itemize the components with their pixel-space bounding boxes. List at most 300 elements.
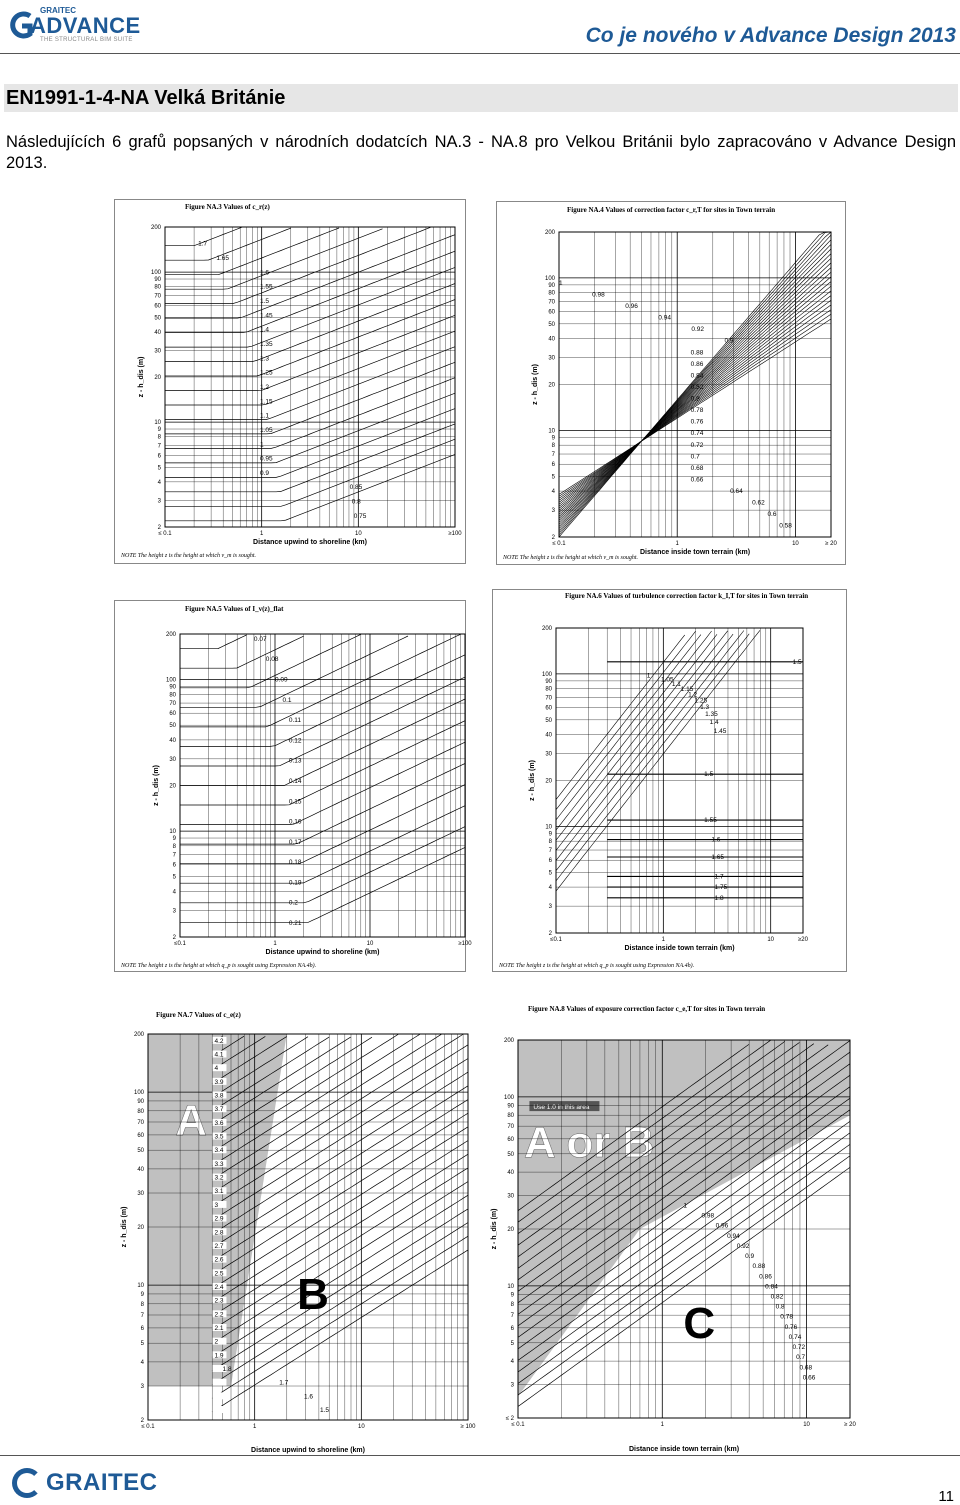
y-tick-label: 6 [157,453,161,460]
logo-tagline: THE STRUCTURAL BIM SUITE [40,37,133,43]
y-tick-label: 3 [172,908,176,915]
x-tick-label: ≤ 0.1 [141,1424,155,1430]
curve-label: 1 [259,441,264,449]
curve-line [556,631,728,851]
curve-label: 0.62 [752,499,765,507]
curve-label: 0.84 [690,372,704,380]
y-tick-label: 8 [548,839,552,846]
curve-label: 0.92 [736,1242,750,1250]
figure-note: NOTE The height z is the height at which v_m is sought. [503,555,638,561]
curve-label: 0.94 [727,1232,740,1240]
curve-label: 0.86 [690,360,704,368]
curve-label-bg [212,1392,226,1399]
curve-label: 1 [683,1202,687,1210]
y-tick-label: 5 [157,465,161,472]
curve-line [180,764,465,845]
x-tick-label: 10 [366,941,374,947]
footer-logo-text: GRAITEC [46,1469,158,1496]
curve-line [556,631,744,871]
y-tick-label: 6 [172,862,176,869]
x-tick-label: 1 [273,941,277,947]
y-tick-label: 4 [551,489,555,496]
y-tick-label: 50 [154,315,161,322]
curve-label: 0.78 [690,407,704,415]
curve-label: 1.3 [259,355,269,363]
y-tick-label: 50 [137,1148,144,1155]
curve-label: 0.96 [625,303,638,311]
y-tick-label: 40 [137,1166,144,1173]
curve-label: 0.07 [253,635,267,643]
curve-label: 2.9 [214,1215,224,1223]
curve-line [212,1250,468,1415]
curve-label: 0.21 [288,920,302,928]
y-axis-label: z - h_dis (m) [138,356,145,398]
curve-label: 0.16 [288,818,302,826]
curve-label: 0.64 [730,488,743,496]
curve-label: 1.65 [216,255,230,263]
y-tick-label: 3 [548,904,552,911]
y-tick-label: 4 [157,479,161,486]
y-tick-label: 200 [150,225,161,231]
y-tick-label: 20 [154,375,161,381]
y-tick-label: ≤ 2 [505,1416,514,1422]
curve-label: 0.13 [288,757,302,765]
x-tick-label: 1 [675,541,679,547]
y-tick-label: 30 [154,348,161,355]
curve-line [180,696,465,786]
curve-label: 0.88 [752,1263,766,1271]
curve-label-bg [212,1406,226,1413]
y-tick-label: 7 [510,1313,514,1320]
graitec-g-icon [12,1468,42,1498]
curve-label: 2.4 [214,1283,224,1291]
curve-label: 0.75 [353,512,367,520]
y-tick-label: 80 [154,284,161,291]
y-tick-label: 60 [507,1136,514,1143]
curve-label: 3.9 [214,1078,224,1086]
y-tick-label: 30 [137,1191,144,1198]
curve-label: 0.95 [259,455,273,463]
curve-label: 0.82 [770,1293,784,1301]
curve-label: 1.55 [704,817,717,825]
zone-ab-label: A or B [523,1118,655,1168]
y-tick-label: 10 [548,428,555,435]
curve-label: 0.66 [690,476,704,484]
curve-label: 0.96 [715,1222,729,1230]
figure-title: Figure NA.3 Values of c_r(z) [185,203,270,211]
curve-label: 0.1 [282,696,292,704]
y-tick-label: 9 [140,1291,144,1298]
x-tick-label: ≥100 [458,941,472,947]
curve-label: 0.68 [799,1364,813,1372]
y-tick-label: 40 [507,1170,514,1177]
x-tick-label: 10 [354,531,362,537]
section-title: EN1991-1-4-NA Velká Británie [6,87,286,109]
y-tick-label: 6 [551,462,555,469]
figure-na6 [492,589,847,972]
y-tick-label: 80 [507,1113,514,1120]
curve-label: 1.15 [680,686,694,694]
curve-label: 1 [559,279,563,287]
x-tick-label: ≥ 20 [844,1422,856,1428]
x-axis-label: Distance upwind to shoreline (km) [251,1447,365,1454]
curve-line [556,634,749,881]
curve-label: 0.66 [802,1374,816,1382]
figure-na3 [114,199,466,564]
y-tick-label: 70 [507,1124,514,1131]
curve-line [556,631,712,830]
figure-title: Figure NA.6 Values of turbulence correction factor k_I,T for sites in Town terrain [565,592,809,600]
logo-company: GRAITEC [40,6,76,15]
curve-label: 3.4 [214,1147,224,1155]
curve-label: 0.9 [745,1253,755,1261]
curve-label: 0.88 [690,349,704,357]
y-tick-label: 20 [137,1225,144,1231]
curve-label: 1.25 [694,697,708,705]
y-tick-label: 60 [137,1132,144,1139]
y-tick-label: 8 [140,1301,144,1308]
y-tick-label: 70 [169,701,176,708]
y-tick-label: 100 [133,1090,144,1097]
curve-label: 0.17 [288,838,302,846]
figure-na5-chart [115,601,472,971]
y-tick-label: 2 [140,1418,144,1424]
x-tick-label: ≤ 0.1 [552,541,566,547]
curve-label: 0.8 [351,498,361,506]
curve-label: 1.8 [714,894,724,902]
curve-label: 1.6 [711,836,721,844]
curve-label: 0.82 [690,383,704,391]
y-tick-label: 20 [545,778,552,785]
curve-label: 0.9 [259,469,269,477]
curve-line [165,331,455,405]
curve-label: 0.8 [775,1303,785,1311]
curve-label: 3.8 [214,1092,224,1100]
figure-na4 [496,201,846,565]
y-tick-label: 5 [172,874,176,881]
y-tick-label: 2 [551,535,555,541]
curve-label: 0.7 [690,453,700,461]
x-tick-label: ≥ 20 [825,541,837,547]
y-tick-label: 7 [157,443,161,450]
footer-logo [12,1468,158,1498]
x-axis-label: Distance inside town terrain (km) [639,549,751,556]
figure-na7 [108,1000,476,1455]
x-tick-label: ≥100 [448,531,462,537]
x-tick-label: ≤ 0.1 [158,531,172,537]
curve-label: 0.74 [690,430,704,438]
y-tick-label: 4 [140,1359,144,1366]
y-tick-label: 40 [548,336,555,343]
curve-label: 2.5 [214,1270,224,1278]
figure-title: Figure NA.4 Values of correction factor c_r,T for sites in Town terrain [567,206,776,214]
curve-label: 1.7 [279,1379,289,1387]
curve-label: 0.6 [767,511,777,519]
curve-label: 1.1 [671,681,681,689]
curve-label: 3.1 [214,1188,224,1196]
x-tick-label: 10 [803,1422,810,1428]
y-tick-label: 40 [545,732,552,739]
curve-label: 2.2 [214,1311,224,1319]
curve-label: 0.84 [765,1283,778,1291]
y-tick-label: 90 [169,684,176,691]
curve-label: 0.19 [288,879,302,887]
curve-line [556,634,717,840]
y-tick-label: 8 [510,1302,514,1309]
y-tick-label: 3 [157,498,161,505]
figure-title: Figure NA.8 Values of exposure correction factor c_e,T for sites in Town terrain [528,1005,766,1013]
zone-a-label: A [175,1095,208,1145]
curve-label: 0.98 [592,291,605,299]
curve-line [180,677,465,766]
y-tick-label: 8 [157,434,161,441]
y-tick-label: 100 [503,1094,514,1101]
curve-line [180,636,304,668]
y-tick-label: 80 [137,1108,144,1115]
curve-label: 1.35 [259,341,273,349]
figure-title: Figure NA.5 Values of I_v(z)_flat [185,605,284,613]
y-tick-label: 9 [510,1292,514,1299]
y-tick-label: 5 [140,1341,144,1348]
y-tick-label: 3 [551,508,555,515]
y-tick-label: 5 [510,1340,514,1347]
zone-a-shade [148,1034,287,1386]
curve-line [165,362,455,434]
y-tick-label: 4 [548,885,552,892]
y-tick-label: 30 [507,1193,514,1200]
curve-line [180,785,465,867]
y-tick-label: 6 [548,858,552,865]
curve-label: 0.78 [780,1313,793,1321]
curve-line [165,393,455,463]
curve-label: 1.4 [709,718,719,726]
y-tick-label: 20 [548,382,555,389]
y-tick-label: 9 [172,836,176,843]
y-tick-label: 2 [548,931,552,937]
y-tick-label: 20 [507,1227,514,1233]
y-tick-label: 2 [172,935,176,941]
curve-label: 1.9 [214,1352,224,1360]
x-tick-label: 1 [661,937,666,943]
curve-label: 0.94 [658,314,671,322]
curve-line [165,454,455,520]
y-tick-label: 60 [548,309,555,316]
curve-label: 1.5 [320,1407,330,1415]
curve-label: 1.35 [705,710,718,718]
y-tick-label: 60 [545,705,552,712]
y-tick-label: 50 [545,717,552,724]
x-tick-label: 1 [660,1422,664,1428]
curve-line [165,409,455,478]
y-tick-label: 6 [510,1325,514,1332]
x-axis-label: Distance inside town terrain (km) [628,1446,740,1453]
y-tick-label: 200 [165,632,176,638]
x-tick-label: 1 [252,1424,257,1430]
curve-label: 2.3 [214,1297,224,1305]
y-tick-label: 50 [507,1151,514,1158]
y-tick-label: 60 [154,303,161,310]
y-tick-label: 70 [545,695,552,702]
curve-label: 1.4 [259,326,269,334]
curve-line [165,378,455,449]
curve-label: 4.1 [214,1051,224,1059]
y-tick-label: 100 [544,275,555,282]
y-tick-label: 8 [551,443,555,450]
x-tick-label: ≤0.1 [550,937,562,943]
y-tick-label: 90 [548,282,555,289]
figure-title: Figure NA.7 Values of c_e(z) [156,1011,241,1019]
curve-label: 0.72 [792,1344,806,1352]
y-tick-label: 70 [154,293,161,300]
curve-label: 1.2 [688,691,698,699]
curve-label: 1.15 [259,398,273,406]
curve-label: 3.5 [214,1133,224,1141]
figure-note: NOTE The height z is the height at which v_m is sought. [121,553,256,559]
curve-label: 1.1 [259,412,269,420]
y-tick-label: 9 [157,427,161,434]
x-axis-label: Distance upwind to shoreline (km) [265,949,380,956]
curve-label: 1.5 [259,298,269,306]
curve-label: 0.12 [288,737,302,745]
y-tick-label: 3 [140,1384,144,1391]
curve-label: 2.1 [214,1324,224,1332]
x-tick-label: 10 [767,937,775,943]
curve-line [556,631,696,809]
curve-label: 1.5 [704,771,714,779]
callout-text: Use 1.0 in this area [533,1104,590,1112]
curve-label: 0.85 [349,484,363,492]
curve-label: 1 [646,672,651,680]
curve-label: 0.14 [288,777,302,785]
y-axis-label: z - h_dis (m) [532,364,539,405]
y-tick-label: 10 [169,829,176,836]
y-tick-label: 4 [510,1359,514,1366]
logo-brand: ADVANCE [30,13,141,38]
y-tick-label: 9 [551,435,555,442]
y-tick-label: 7 [140,1312,144,1319]
x-axis-label: Distance inside town terrain (km) [624,945,735,952]
y-tick-label: 30 [548,355,555,362]
x-tick-label: 1 [259,531,264,537]
y-tick-label: 200 [503,1038,514,1044]
curve-line [165,347,455,420]
figure-na4-chart [497,202,845,564]
y-tick-label: 70 [548,299,555,306]
curve-line [165,251,455,332]
curve-label: 1.6 [303,1393,314,1401]
y-tick-label: 90 [137,1098,144,1105]
figure-note: NOTE The height z is the height at which q_p is sought using Expression NA.4b). [121,963,317,969]
y-tick-label: 60 [169,711,176,718]
curve-label: 0.58 [779,522,792,530]
y-tick-label: 4 [172,889,176,896]
curve-label: 1.25 [259,369,273,377]
y-tick-label: 40 [169,737,176,744]
curve-line [556,635,685,800]
curve-label: 4.2 [214,1037,224,1045]
y-axis-label: z - h_dis (m) [153,765,160,806]
y-axis-label: z - h_dis (m) [529,760,536,801]
curve-label: 0.11 [288,717,302,725]
curve-line [180,742,465,824]
curve-label: 0.8 [690,395,700,403]
y-axis-label: z - h_dis (m) [121,1206,128,1248]
y-tick-label: 5 [548,870,552,877]
y-tick-label: 80 [169,692,176,699]
y-tick-label: 9 [548,831,552,838]
curve-line [165,300,455,377]
curve-label: 0.68 [690,464,704,472]
curve-label: 0.9 [724,337,734,345]
curve-label: 2.6 [214,1256,224,1264]
y-tick-label: 6 [140,1325,144,1332]
zone-c-label: C [683,1299,716,1349]
curve-label: 1.8 [222,1365,232,1373]
figure-na3-chart [115,200,465,563]
y-tick-label: 90 [507,1103,514,1110]
y-tick-label: 200 [544,230,555,236]
y-tick-label: 200 [541,626,552,632]
curve-label: 0.86 [759,1273,772,1281]
curve-label: 1.6 [259,269,269,277]
y-tick-label: 50 [169,723,176,730]
zone-b-label: B [297,1270,329,1320]
curve-label: 1.45 [713,727,727,735]
curve-label: 2.7 [214,1242,224,1250]
curve-label: 0.98 [701,1212,715,1220]
y-tick-label: 7 [172,852,176,859]
y-axis-label: z - h_dis (m) [491,1208,498,1250]
y-tick-label: 7 [551,452,555,459]
figure-note: NOTE The height z is the height at which q_p is sought using Expression NA.4b). [499,963,695,969]
intro-paragraph: Následujících 6 grafů popsaných v národních dodatcích NA.3 - NA.8 pro Velkou Británii bylo zapracováno v Advance Design 2013. [6,133,956,172]
curve-label: 3.7 [214,1106,224,1114]
y-tick-label: 50 [548,321,555,328]
y-tick-label: 200 [133,1032,144,1038]
curve-line [180,847,465,922]
y-tick-label: 100 [150,270,161,277]
curve-label: 3 [214,1201,219,1209]
page-footer [0,1455,960,1505]
curve-label: 1.7 [198,240,208,248]
curve-line [180,635,247,649]
figure-na7-chart [108,1000,476,1455]
y-tick-label: 90 [545,678,552,685]
curve-label: 1.2 [259,383,269,391]
curve-label: 3.2 [214,1174,224,1182]
y-tick-label: 8 [172,843,176,850]
curve-label: 0.74 [788,1333,802,1341]
curve-label: 1.45 [259,312,273,320]
advance-logo [8,4,141,46]
curve-line [180,636,408,707]
x-tick-label: 10 [357,1424,365,1430]
figure-na6-chart [493,590,846,971]
curve-line [180,634,460,727]
curve-label: 0.76 [690,418,704,426]
curve-label: 1.05 [259,426,273,434]
curve-label: 0.72 [690,441,704,449]
y-tick-label: 10 [154,420,161,427]
curve-label: 0.15 [288,798,302,806]
curve-label: 1.7 [714,873,724,881]
x-tick-label: 10 [792,541,799,547]
y-tick-label: 30 [545,751,552,758]
curve-label: 1.05 [660,676,674,684]
y-tick-label: 3 [510,1382,514,1389]
curve-label: 4 [214,1065,219,1073]
y-tick-label: 5 [551,474,555,481]
